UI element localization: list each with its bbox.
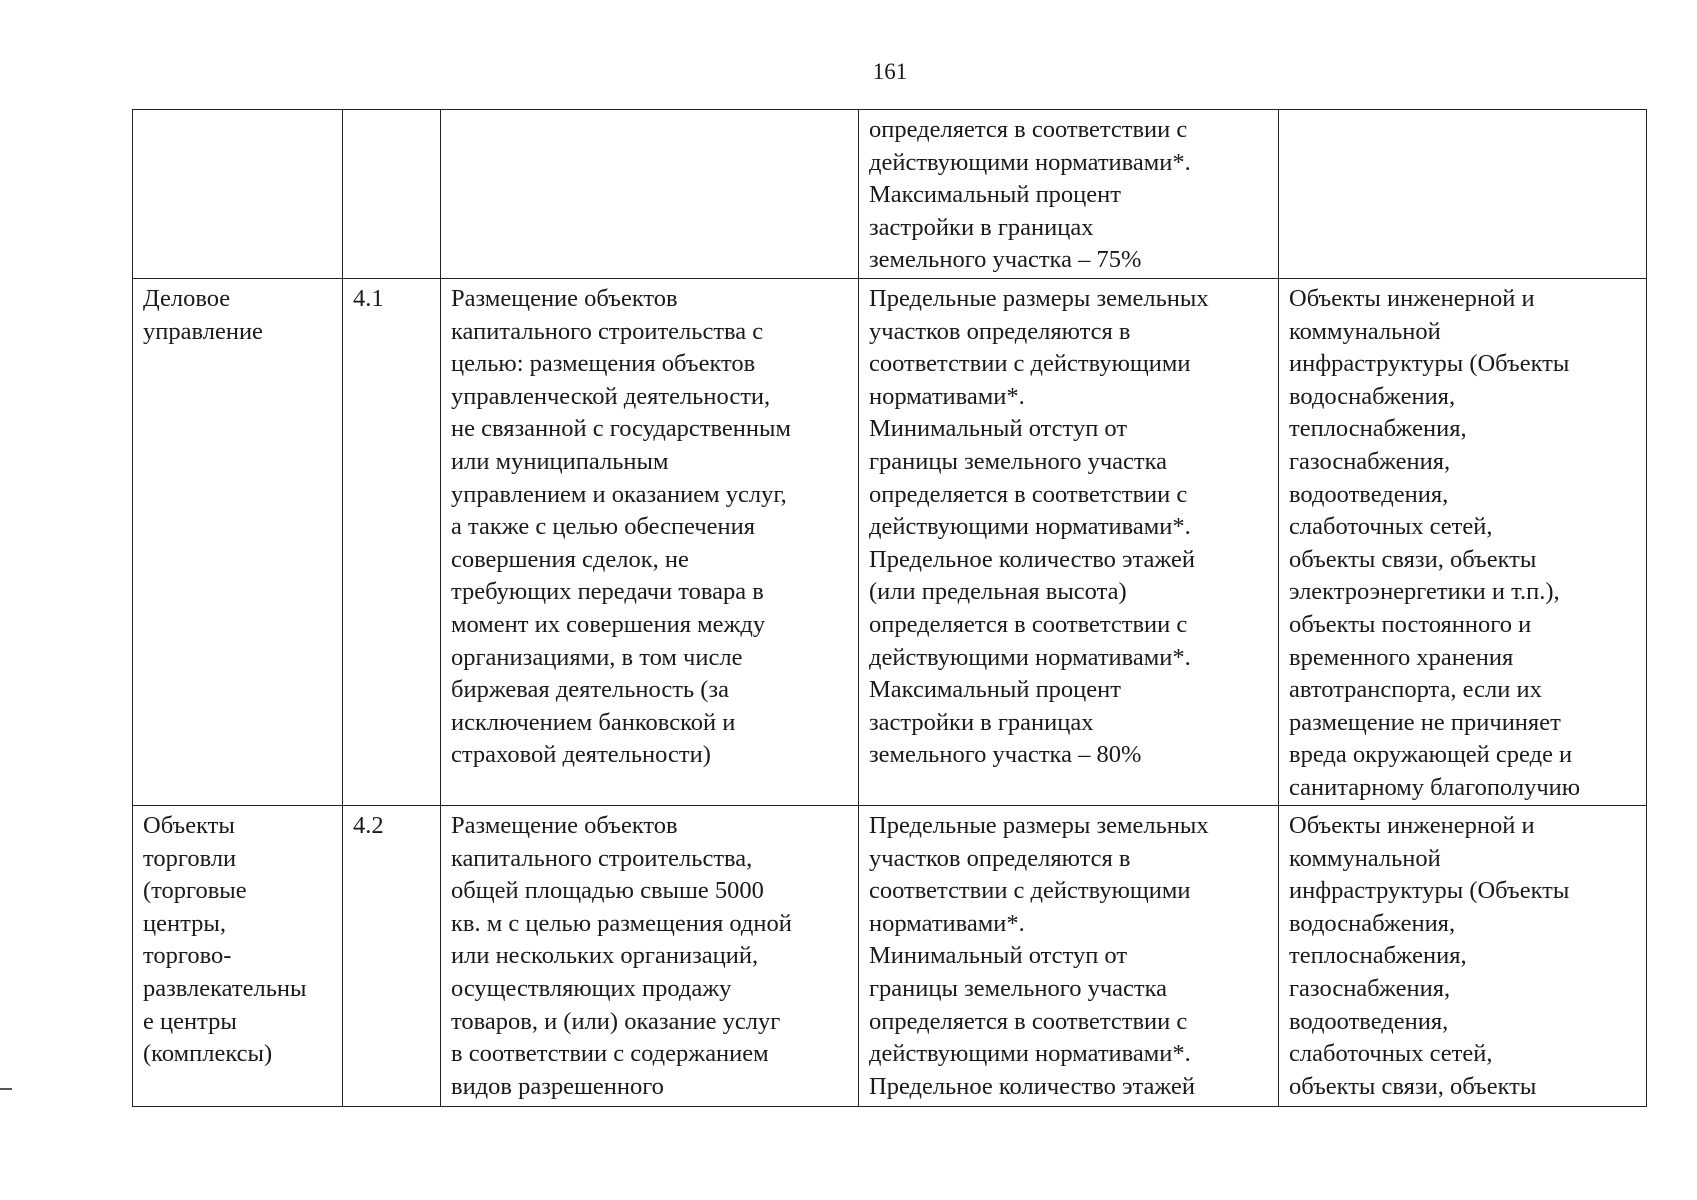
text-line: в соответствии с содержанием <box>451 1040 769 1068</box>
text-line: застройки в границах <box>869 213 1094 241</box>
cell-auxiliary-empty <box>1279 110 1647 279</box>
text-line: действующими нормативами*. <box>869 148 1191 176</box>
text-line: водоснабжения, <box>1289 382 1456 410</box>
text-line: соответствии с действующими <box>869 877 1191 905</box>
text-line: управлением и оказанием услуг, <box>451 480 787 508</box>
text-line: общей площадью свыше 5000 <box>451 877 764 905</box>
text-line: слаботочных сетей, <box>1289 513 1493 541</box>
text-line: Максимальный процент <box>869 676 1121 704</box>
text-line: или муниципальным <box>451 447 669 475</box>
text-line: управление <box>143 317 263 345</box>
text-line: целью: размещения объектов <box>451 350 756 378</box>
text-line: а также с целью обеспечения <box>451 513 756 541</box>
text-line: водоотведения, <box>1289 480 1449 508</box>
cell-auxiliary-uses <box>1279 279 1647 806</box>
text-line: исключением банковской и <box>451 708 736 736</box>
text-line: Объекты инженерной и <box>1289 812 1535 839</box>
text-line: торгово- <box>143 942 232 970</box>
text-line: объекты связи, объекты <box>1289 545 1537 573</box>
cell-use-description <box>441 279 859 806</box>
cell-parameters <box>859 806 1279 1107</box>
text-line: Деловое <box>143 285 231 312</box>
text-line: участков определяются в <box>869 317 1131 345</box>
cell-use-code: 4.1 <box>343 279 441 806</box>
cell-use-name <box>133 806 343 1107</box>
text-line: действующими нормативами*. <box>869 643 1191 671</box>
text-line: товаров, и (или) оказание услуг <box>451 1007 781 1035</box>
text-line: управленческой деятельности, <box>451 382 771 410</box>
text-line: определяется в соответствии с <box>869 116 1188 143</box>
text-line: земельного участка – 75% <box>869 246 1142 274</box>
table-row-continuation <box>133 110 1647 279</box>
text-line: автотранспорта, если их <box>1289 676 1542 704</box>
cell-use-name <box>133 279 343 806</box>
text-line: инфраструктуры (Объекты <box>1289 877 1570 905</box>
text-line: (торговые <box>143 877 247 905</box>
text-line: не связанной с государственным <box>451 415 791 443</box>
text-line: капитального строительства с <box>451 317 764 345</box>
text-line: Объекты инженерной и <box>1289 285 1535 312</box>
text-line: теплоснабжения, <box>1289 415 1467 443</box>
text-line: видов разрешенного <box>451 1072 664 1100</box>
text-line: определяется в соответствии с <box>869 480 1188 508</box>
cell-code-empty <box>343 110 441 279</box>
text-line: Размещение объектов <box>451 285 678 312</box>
text-line: временного хранения <box>1289 643 1514 671</box>
text-line: определяется в соответствии с <box>869 1007 1188 1035</box>
text-line: слаботочных сетей, <box>1289 1040 1493 1068</box>
text-line: объекты постоянного и <box>1289 610 1532 638</box>
text-line: Предельное количество этажей <box>869 545 1195 573</box>
text-line: коммунальной <box>1289 844 1441 872</box>
text-line: или нескольких организаций, <box>451 942 759 970</box>
text-line: объекты связи, объекты <box>1289 1072 1537 1100</box>
land-use-regulations-table <box>132 109 1647 1107</box>
text-line: размещение не причиняет <box>1289 708 1561 736</box>
text-line: совершения сделок, не <box>451 545 689 573</box>
text-line: биржевая деятельность (за <box>451 676 729 704</box>
text-line: действующими нормативами*. <box>869 1040 1191 1068</box>
text-line: инфраструктуры (Объекты <box>1289 350 1570 378</box>
text-line: определяется в соответствии с <box>869 610 1188 638</box>
text-line: центры, <box>143 909 226 937</box>
text-line: вреда окружающей среде и <box>1289 741 1573 769</box>
text-line: страховой деятельности) <box>451 741 711 769</box>
text-line: соответствии с действующими <box>869 350 1191 378</box>
text-line: кв. м с целью размещения одной <box>451 909 792 937</box>
text-line: участков определяются в <box>869 844 1131 872</box>
text-line: нормативами*. <box>869 909 1025 937</box>
text-line: капитального строительства, <box>451 844 753 872</box>
text-line: водоснабжения, <box>1289 909 1456 937</box>
cell-name-empty <box>133 110 343 279</box>
text-line: требующих передачи товара в <box>451 578 764 606</box>
text-line: организациями, в том числе <box>451 643 743 671</box>
text-line: застройки в границах <box>869 708 1094 736</box>
text-line: газоснабжения, <box>1289 974 1451 1002</box>
text-line: электроэнергетики и т.п.), <box>1289 578 1560 606</box>
text-line: газоснабжения, <box>1289 447 1451 475</box>
text-line: развлекательны <box>143 974 307 1002</box>
page-number: 161 <box>872 59 908 84</box>
text-line: (комплексы) <box>143 1040 273 1068</box>
text-line: водоотведения, <box>1289 1007 1449 1035</box>
text-line: коммунальной <box>1289 317 1441 345</box>
text-line: Минимальный отступ от <box>869 942 1128 970</box>
cell-use-code: 4.2 <box>343 806 441 1107</box>
text-line: санитарному благополучию <box>1289 773 1581 801</box>
cell-auxiliary-uses <box>1279 806 1647 1107</box>
cell-use-description <box>441 806 859 1107</box>
text-line: Максимальный процент <box>869 181 1121 209</box>
text-line: границы земельного участка <box>869 974 1168 1002</box>
text-line: (или предельная высота) <box>869 578 1127 606</box>
text-line: действующими нормативами*. <box>869 513 1191 541</box>
cell-parameters <box>859 110 1279 279</box>
text-line: е центры <box>143 1007 237 1035</box>
scan-margin-mark <box>0 1088 12 1090</box>
text-line: момент их совершения между <box>451 610 766 638</box>
text-line: земельного участка – 80% <box>869 741 1142 769</box>
text-line: Предельные размеры земельных <box>869 812 1209 839</box>
text-line: Предельные размеры земельных <box>869 285 1209 312</box>
text-line: Минимальный отступ от <box>869 415 1128 443</box>
text-line: Объекты <box>143 812 235 839</box>
text-line: границы земельного участка <box>869 447 1168 475</box>
table-row-business-management <box>133 279 1647 806</box>
table-row-retail-facilities <box>133 806 1647 1107</box>
text-line: нормативами*. <box>869 382 1025 410</box>
text-line: торговли <box>143 844 237 872</box>
text-line: теплоснабжения, <box>1289 942 1467 970</box>
cell-description-empty <box>441 110 859 279</box>
text-line: Предельное количество этажей <box>869 1072 1195 1100</box>
text-line: осуществляющих продажу <box>451 974 732 1002</box>
cell-parameters <box>859 279 1279 806</box>
text-line: Размещение объектов <box>451 812 678 839</box>
